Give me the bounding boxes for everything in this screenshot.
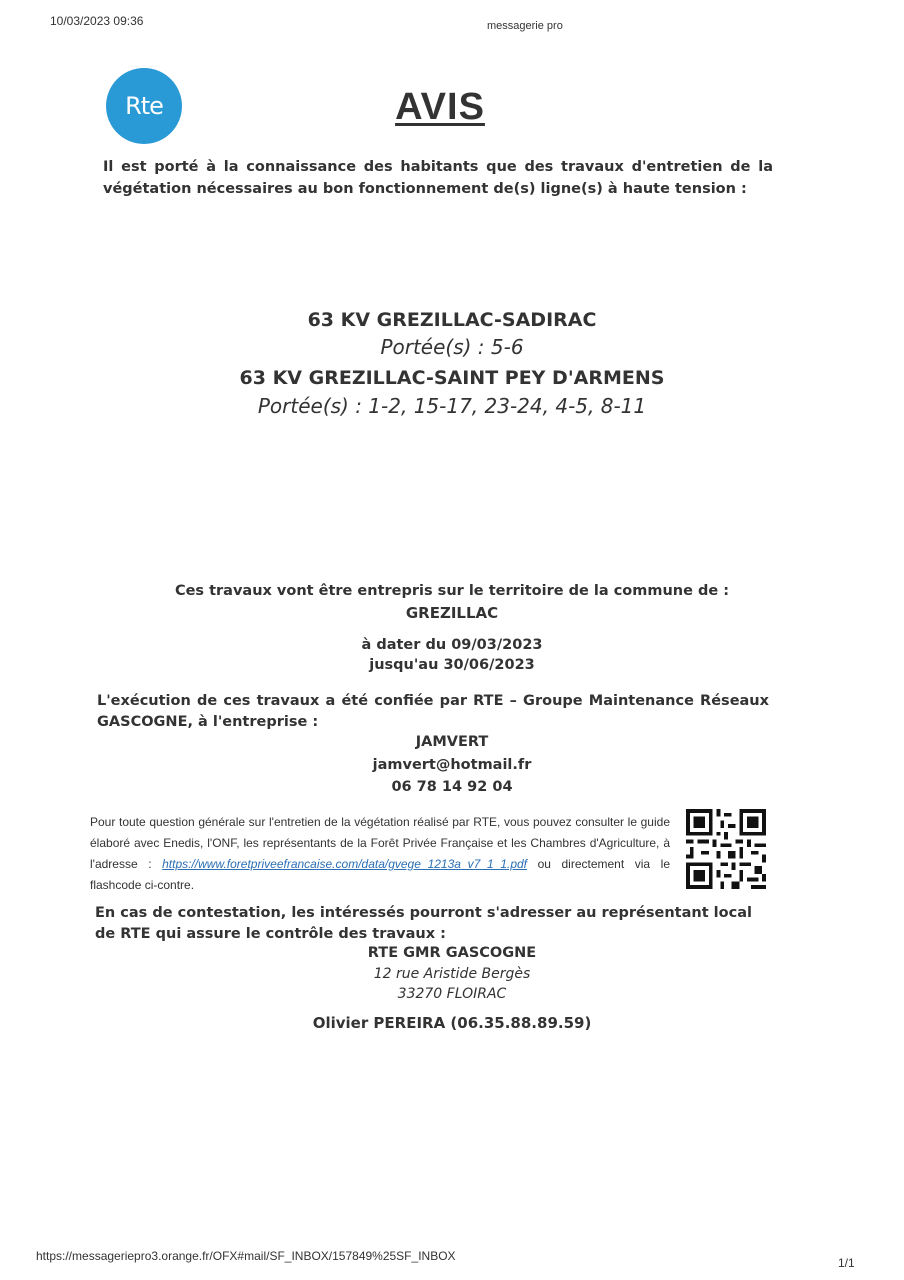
commune-name: GREZILLAC: [405, 604, 499, 622]
company-name: JAMVERT: [415, 734, 489, 750]
date-from: à dater du 09/03/2023: [361, 637, 543, 653]
company-email[interactable]: jamvert@hotmail.fr: [372, 757, 532, 773]
guide-text-after: ou directement via le flashcode ci-contre.: [90, 857, 670, 892]
print-datetime: 10/03/2023 09:36: [50, 14, 144, 28]
contact-city: 33270 FLOIRAC: [397, 986, 507, 1002]
line-2-spans: Portée(s) : 1-2, 15-17, 23-24, 4-5, 8-11: [257, 394, 647, 418]
contact-person: Olivier PEREIRA (06.35.88.89.59): [312, 1014, 592, 1032]
line-1-spans: Portée(s) : 5-6: [380, 335, 524, 359]
contestation-paragraph: En cas de contestation, les intéressés pourront s'adresser au représentant local de RTE qui assure le contrôle des travaux :: [95, 905, 752, 942]
guide-text-before: Pour toute question générale sur l'entretien de la végétation réalisé par RTE, vous pouvez consulter le guide élaboré avec Enedis, l'ONF, les représentants de la Forêt Privée Française et les Chambres d'Agriculture, à l'adresse :: [90, 815, 670, 871]
intro-paragraph: Il est porté à la connaissance des habitants que des travaux d'entretien de la végétation nécessaires au bon fonctionnement de(s) ligne(s) à haute tension :: [103, 159, 773, 197]
contact-street: 12 rue Aristide Bergès: [373, 966, 531, 982]
footer-url: https://messageriepro3.orange.fr/OFX#mail/SF_INBOX/157849%25SF_INBOX: [36, 1249, 456, 1263]
territory-label: Ces travaux vont être entrepris sur le territoire de la commune de :: [174, 583, 730, 599]
line-1-name: 63 KV GREZILLAC-SADIRAC: [307, 309, 597, 331]
rte-logo-text: Rte: [125, 92, 163, 120]
page-title: AVIS: [395, 86, 485, 128]
footer-page-number: 1/1: [838, 1256, 855, 1270]
print-app-title: messagerie pro: [487, 20, 563, 32]
date-to: jusqu'au 30/06/2023: [369, 657, 535, 673]
guide-paragraph: [90, 812, 670, 896]
contact-org: RTE GMR GASCOGNE: [367, 945, 537, 961]
execution-paragraph: L'exécution de ces travaux a été confiée par RTE – Groupe Maintenance Réseaux GASCOGNE, à l'entreprise :: [97, 693, 769, 730]
company-phone: 06 78 14 92 04: [391, 779, 513, 795]
line-2-name: 63 KV GREZILLAC-SAINT PEY D'ARMENS: [239, 367, 665, 389]
qr-code-icon: [686, 808, 766, 890]
guide-link[interactable]: https://www.foretpriveefrancaise.com/data/gvege_1213a_v7_1_1.pdf: [162, 857, 528, 871]
